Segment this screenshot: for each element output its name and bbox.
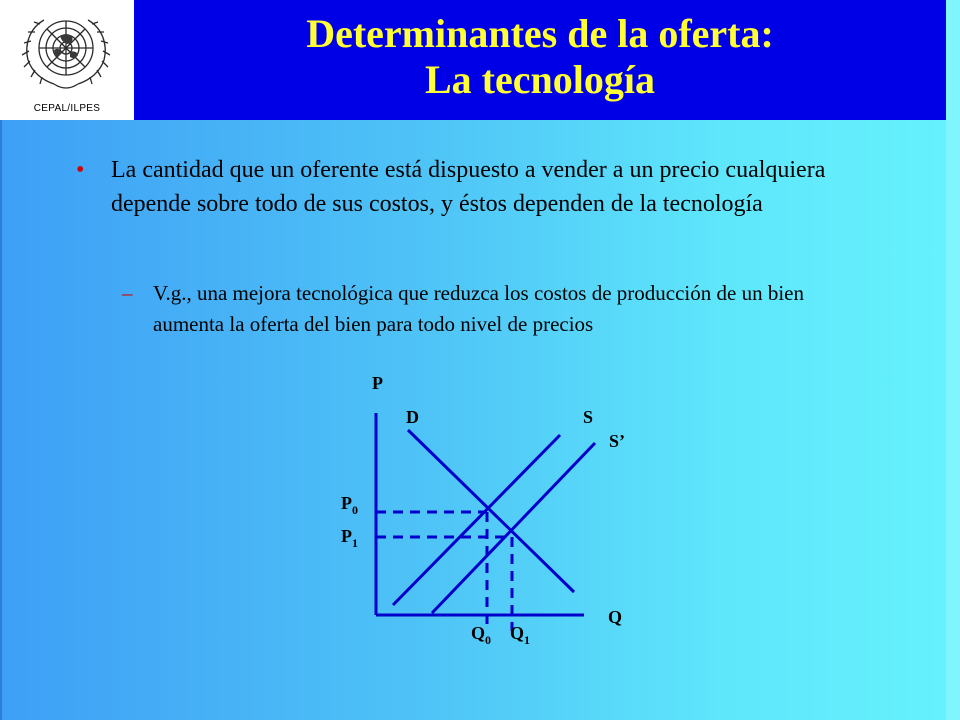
slide-subtitle: La tecnología xyxy=(425,57,655,102)
dash-icon: – xyxy=(122,281,133,305)
supply-shifted-label: S’ xyxy=(609,431,626,451)
bullet-text: La cantidad que un oferente está dispuesto a vender a un precio cualquiera depende sobre todo de sus costos, y éstos dependen de la tecnología xyxy=(111,157,826,217)
bullet-icon: • xyxy=(76,157,85,183)
logo xyxy=(0,0,134,120)
q0-label: $Q_0$ xyxy=(471,623,492,647)
axis-label-p: P xyxy=(372,373,383,393)
supply-demand-diagram xyxy=(320,365,660,665)
left-edge-line xyxy=(0,120,2,720)
slide-title: Determinantes de la oferta: xyxy=(306,11,774,56)
supply-curve xyxy=(393,435,560,605)
q1-label: $Q_1$ xyxy=(510,623,531,647)
right-edge-strip xyxy=(946,0,960,720)
title-bar xyxy=(134,0,946,120)
demand-label: D xyxy=(406,407,419,427)
p1-label: $P_1$ xyxy=(341,526,358,550)
supply-label: S xyxy=(583,407,594,427)
sub-bullet-text: V.g., una mejora tecnológica que reduzca los costos de producción de un bien aumenta la oferta del bien para todo nivel de precios xyxy=(153,281,804,336)
axis-label-q: Q xyxy=(608,607,623,627)
logo-caption: CEPAL/ILPES xyxy=(33,103,101,114)
un-emblem-icon xyxy=(10,4,122,104)
p0-label: $P_0$ xyxy=(341,493,358,517)
